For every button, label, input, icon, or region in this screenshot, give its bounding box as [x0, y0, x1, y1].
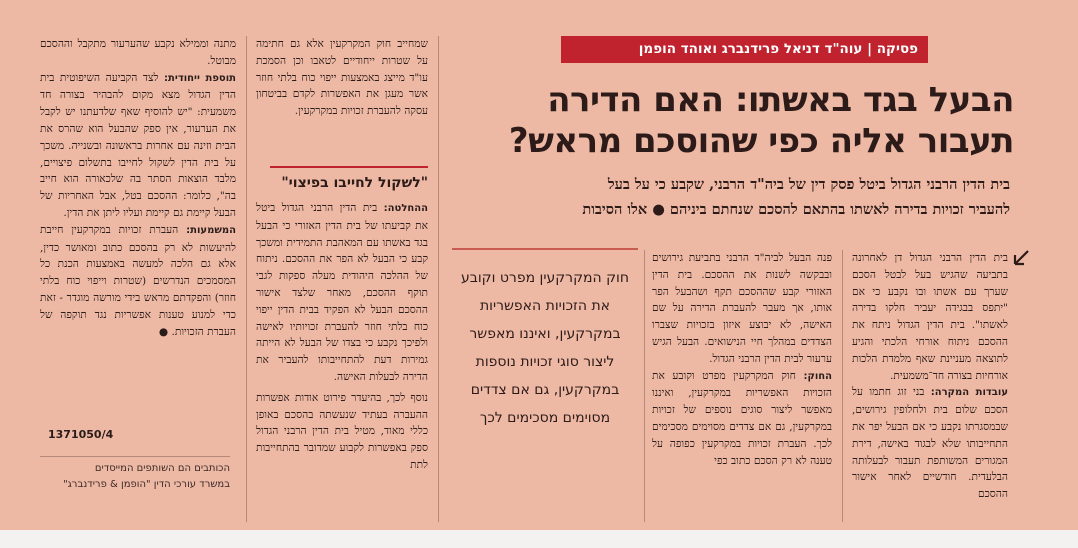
- addition-text: לצד הקביעה השיפוטית בית הדין הגדול מצא מקום להבהיר בצורה חד משמעית: "יש להוסיף שאף שלדעתנו יש לקבל את הערעור, אין ספק שהבעל הוא שהרס את הבית וזינה עם אחרות בראשונה ובשנייה. משכך על בית הדין לשקול לחייבו בתשלום פיצויים, מלבד הוצאות הסתר בה שלכאורה הוא חייב בה", כלומר: ההסכם בטל, אבל האחריות של הבעל קיימת גם קיימת ועליו ליתן את הדין.: [40, 71, 236, 219]
- pull-quote-line: את הזכויות האפשריות: [479, 298, 611, 314]
- author-note-line: הכותבים הם השותפים המייסדים: [94, 463, 230, 474]
- column-4: [40, 36, 236, 426]
- law-text: חוק המקרקעין מפרט וקובע את הזכויות האפשריות במקרקעין, ואיננו מאפשר ליצור סוגים נוספים של זכויות במקרקעין, גם אם צדדים מסוימים מסכימים לכך. העברת זכויות במקרקעין כפופה על טענה לא רק הסכם כתוב כפי: [652, 369, 832, 467]
- column-divider: [246, 36, 247, 522]
- headline-line: תעבור אליה כפי שהוסכם מראש?: [508, 121, 1014, 161]
- column-1-intro: בית הדין הרבני הגדול דן לאחרונה בתביעה שהגיש בעל לבטל הסכם שערך עם אשתו ובו נקבע כי אם "יתפס בבגידה יעביר חלקו בדירה לאשתו". בית הדין הגדול ניתח את ההסכם ניתוח אורחי הלכתי והגיע לתוצאה מעניינת שאף מלמדת הלכות אורחיות בצורה חד־משמעית.: [852, 252, 1008, 382]
- ruling-label: ההחלטה:: [383, 203, 428, 214]
- column-3-extra: נוסף לכך, בהיעדר פירוט אודות אפשרות ההעברה בעתיד שנעשתה בהסכם באופן כללי מאוד, מטיל בית הדין הרבני הגדול ספק באפשרות לקבוע שמדובר בהתחייבות לתת: [256, 391, 428, 471]
- pull-quote-line: מסוימים מסכימים לכך: [479, 410, 611, 426]
- column-2-text: פנה הבעל לביה"ד הרבני בתביעת גירושים ובבקשה לשנות את ההסכם. בית הדין האזורי קבע שההסכם תקף ושהבעל הפר אותו, אך מעבר להעברת הדירה על שם האישה, לא יבוצע איזון בזכויות שצברו הצדדים במהלך חיי הנישואים. הבעל הגיש ערעור לבית הדין הרבני הגדול.: [652, 252, 832, 365]
- law-label: החוק:: [803, 370, 832, 382]
- article-deck: [444, 172, 1010, 222]
- pull-quote-line: חוק המקרקעין מפרט וקובע: [460, 270, 630, 286]
- column-3-top-text: שמחייב חוק המקרקעין אלא גם חתימה על שטרות ייחודיים לטאבו וכן הסמכת עו"ד מייצג באמצעות ייפוי כוח בלתי חוזר אשר מעגן את האפשרות לקדם בביטחון עסקה להעברת זכויות במקרקעין.: [256, 38, 428, 118]
- column-3: [256, 200, 428, 522]
- meaning-text: העברת זכויות במקרקעין חייבת להיעשות לא רק בהסכם כתוב ומאושר כדין, אלא גם הלכה למעשה באמצעות הכנת כל המסמכים הנדרשים (שטרות וייפוי כוח בלתי חוזר) והפקדתם מראש בידי מורשה מוגדר - זאת כדי למנוע טענות אפשריות נגד תוקפה של העברת הזכויות.: [40, 223, 236, 338]
- arrow-down-left-icon: [1010, 247, 1032, 269]
- column-divider: [842, 250, 843, 522]
- facts-text: בני זוג חתמו על הסכם שלום בית ולחלופין גירושים, שבמסגרתו נקבע כי אם הבעל יפר את התחייבותו שלא לבגוד באישה, דירת המגורים המשותפת תעבור לבעלותה הבלעדית. חודשיים לאחר אישור ההסכם: [852, 386, 1008, 501]
- meaning-label: המשמעות:: [186, 224, 236, 236]
- pull-quote-line: ליצור סוגי זכויות נוספות: [475, 354, 615, 370]
- column-divider: [644, 250, 645, 522]
- deck-line: להעביר זכויות בדירה לאשתו בהתאם להסכם שנחתם ביניהם ● אלו הסיבות: [582, 201, 1010, 218]
- column-3-top: [256, 36, 428, 154]
- author-note: [40, 456, 230, 493]
- pull-quote-line: במקרקעין, ואיננו מאפשר: [469, 326, 621, 342]
- end-mark-icon: ●: [158, 325, 169, 338]
- author-note-line: במשרד עורכי הדין "הופמן & פרידנברג": [63, 479, 230, 490]
- ruling-text: בית הדין הרבני הגדול ביטל את קביעתו של בית הדין האזורי כי הבעל בגד באשתו עם המאהבת התמידית ומשכך קבע כי הבעל לא הפר את ההסכם. ניתוח של ההלכה היהודית מעלה ספקות לגבי תוקף ההסכם, מאחר שלצד אישור ההסכם הבעל לא הפקיד בבית הדין ייפוי כוח בלתי חוזר להעברת זכויותיו לאישה ולפיכך נקבע כי בצדו של הבעל לא הייתה גמירות דעת להתחייבותו להעביר את הדירה לבעלות האישה.: [256, 202, 428, 383]
- pull-quote-line: במקרקעין, גם אם צדדים: [470, 382, 620, 398]
- addition-label: תוספת ייחודית:: [164, 72, 236, 84]
- bottom-margin: [0, 530, 1078, 548]
- pull-quote: [452, 248, 638, 470]
- facts-label: עובדות המקרה:: [930, 387, 1008, 399]
- column-1: [852, 250, 1008, 522]
- section-kicker: פסיקה | עוה"ד דניאל פרידנברג ואוהד הופמן: [561, 36, 928, 63]
- case-number: 1371050/4: [48, 428, 114, 441]
- deck-line: בית הדין הרבני הגדול ביטל פסק דין של ביה"ד הרבני, שקבע כי על בעל: [607, 176, 1010, 193]
- column-2: [652, 250, 832, 522]
- subhead: "לשקול לחייבו בפיצוי": [270, 166, 428, 194]
- column-divider: [438, 36, 439, 522]
- headline-line: הבעל בגד באשתו: האם הדירה: [547, 80, 1014, 120]
- headline: [440, 80, 1014, 162]
- column-4-intro: מתנה וממילא נקבע שהערעור מתקבל וההסכם מבוטל.: [40, 38, 236, 67]
